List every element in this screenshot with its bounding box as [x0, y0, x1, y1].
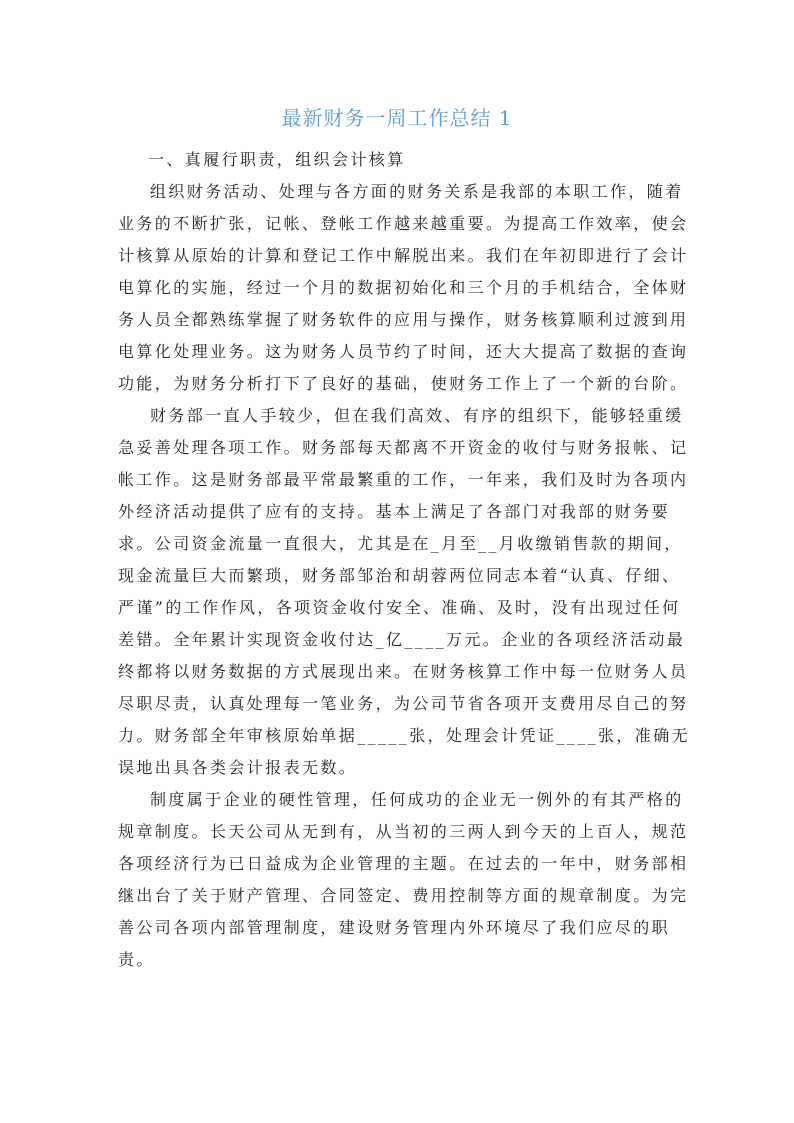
paragraph-line: 误地出具各类会计报表无数。 [118, 758, 358, 777]
paragraph-line: 业务的不断扩张，记帐、登帐工作越来越重要。为提高工作效率，使会 [118, 214, 689, 233]
paragraph-line: 继出台了关于财产管理、合同签定、费用控制等方面的规章制度。为完 [118, 886, 689, 905]
paragraph-line: 力。财务部全年审核原始单据_____张，处理会计凭证____张，准确无 [118, 726, 691, 745]
paragraph-line: 务人员全都熟练掌握了财务软件的应用与操作，财务核算顺利过渡到用 [118, 310, 689, 329]
paragraph-line: 规章制度。长天公司从无到有，从当初的三两人到今天的上百人，规范 [118, 822, 689, 841]
paragraph-line: 帐工作。这是财务部最平常最繁重的工作，一年来，我们及时为各项内 [118, 470, 689, 489]
paragraph-line: 求。公司资金流量一直很大，尤其是在_月至__月收缴销售款的期间， [118, 534, 683, 553]
paragraph-line: 急妥善处理各项工作。财务部每天都离不开资金的收付与财务报帐、记 [118, 438, 689, 457]
paragraph-line: 差错。全年累计实现资金收付达_亿____万元。企业的各项经济活动最 [118, 630, 686, 649]
paragraph-2 [118, 400, 691, 784]
paragraph-line: 严谨”的工作作风，各项资金收付安全、准确、及时，没有出现过任何 [118, 598, 681, 617]
paragraph-line: 电算化处理业务。这为财务人员节约了时间，还大大提高了数据的查询 [118, 342, 689, 361]
document-title: 最新财务一周工作总结 1 [281, 106, 513, 130]
document-body [118, 144, 691, 976]
paragraph-line: 终都将以财务数据的方式展现出来。在财务核算工作中每一位财务人员 [118, 662, 689, 681]
paragraph-line: 责。 [118, 950, 155, 969]
section-heading: 一、真履行职责，组织会计核算 [148, 150, 406, 169]
paragraph-line: 现金流量巨大而繁琐，财务部邹治和胡蓉两位同志本着“认真、仔细、 [118, 566, 681, 585]
paragraph-line: 外经济活动提供了应有的支持。基本上满足了各部门对我部的财务要 [118, 502, 671, 521]
paragraph-line: 电算化的实施，经过一个月的数据初始化和三个月的手机结合，全体财 [118, 278, 689, 297]
paragraph-line: 各项经济行为已日益成为企业管理的主题。在过去的一年中，财务部相 [118, 854, 689, 873]
paragraph-line: 功能，为财务分析打下了良好的基础，使财务工作上了一个新的台阶。 [118, 374, 689, 393]
paragraph-1 [118, 176, 688, 400]
paragraph-line: 组织财务活动、处理与各方面的财务关系是我部的本职工作，随着 [150, 182, 684, 201]
paragraph-3 [118, 784, 688, 976]
paragraph-line: 尽职尽责，认真处理每一笔业务，为公司节省各项开支费用尽自己的努 [118, 694, 689, 713]
paragraph-line: 制度属于企业的硬性管理，任何成功的企业无一例外的有其严格的 [150, 790, 684, 809]
paragraph-line: 善公司各项内部管理制度，建设财务管理内外环境尽了我们应尽的职 [118, 918, 671, 937]
paragraph-line: 财务部一直人手较少，但在我们高效、有序的组织下，能够轻重缓 [150, 406, 684, 425]
paragraph-line: 计核算从原始的计算和登记工作中解脱出来。我们在年初即进行了会计 [118, 246, 689, 265]
